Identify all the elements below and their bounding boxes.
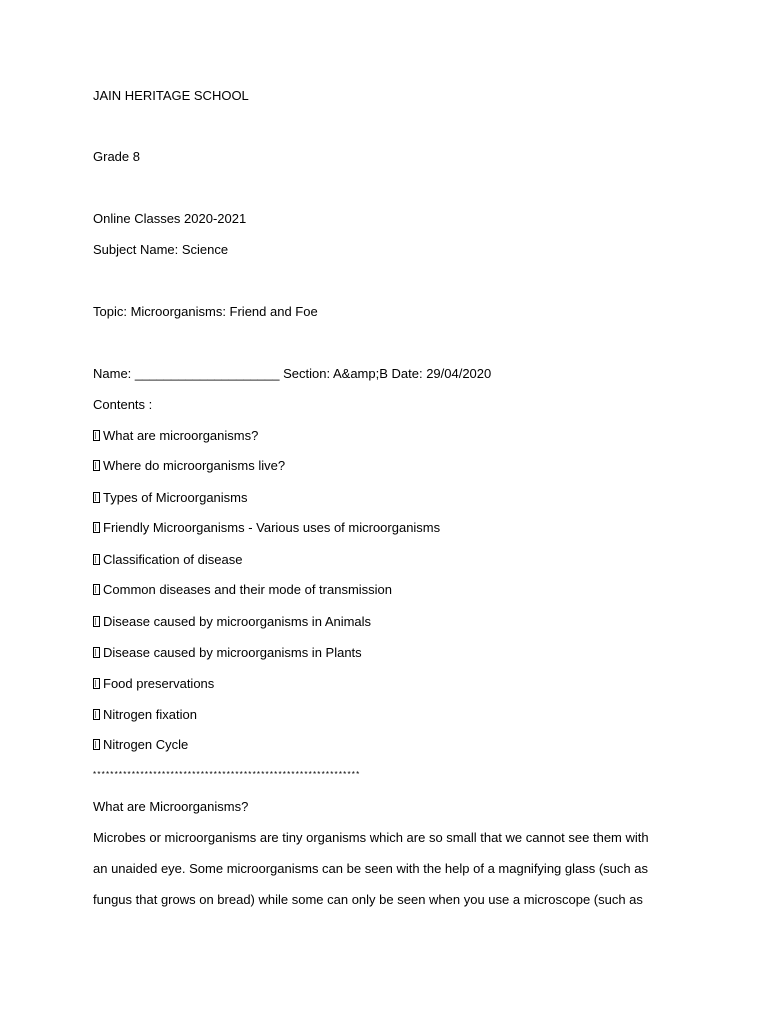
list-item-label: Classification of disease	[103, 552, 243, 567]
missing-glyph-icon	[93, 678, 100, 689]
name-section-date-line: Name: ____________________ Section: A&amp;B Date: 29/04/2020	[93, 366, 492, 381]
list-item	[93, 737, 188, 753]
list-item-label: Friendly Microorganisms - Various uses of microorganisms	[103, 520, 441, 535]
list-item-label: Nitrogen Cycle	[103, 737, 189, 752]
missing-glyph-icon	[93, 647, 100, 658]
list-item-label: Nitrogen fixation	[103, 707, 197, 722]
subject-label: Subject Name: Science	[93, 242, 229, 257]
list-item	[93, 552, 242, 568]
paragraph-line: fungus that grows on bread) while some can only be seen when you use a microscope (such as	[93, 892, 643, 907]
section-heading: What are Microorganisms?	[93, 799, 249, 814]
list-item-label: What are microorganisms?	[103, 428, 259, 443]
missing-glyph-icon	[93, 616, 100, 627]
list-item-label: Common diseases and their mode of transmission	[103, 582, 393, 597]
missing-glyph-icon	[93, 739, 100, 750]
list-item	[93, 614, 371, 630]
school-name: JAIN HERITAGE SCHOOL	[93, 88, 249, 103]
list-item-label: Types of Microorganisms	[103, 490, 248, 505]
list-item-label: Disease caused by microorganisms in Animals	[103, 614, 372, 629]
list-item-label: Where do microorganisms live?	[103, 458, 286, 473]
list-item-label: Disease caused by microorganisms in Plants	[103, 645, 362, 660]
list-item	[93, 458, 285, 474]
list-item	[93, 490, 248, 506]
list-item	[93, 582, 392, 598]
document-page	[93, 0, 693, 1024]
list-item-label: Food preservations	[103, 676, 215, 691]
contents-heading: Contents :	[93, 397, 153, 412]
asterisk-divider: **************************************************************	[93, 770, 361, 779]
list-item	[93, 645, 362, 661]
missing-glyph-icon	[93, 554, 100, 565]
list-item	[93, 520, 440, 536]
session-label: Online Classes 2020-2021	[93, 211, 247, 226]
topic-label: Topic: Microorganisms: Friend and Foe	[93, 304, 318, 319]
missing-glyph-icon	[93, 492, 100, 503]
grade-label: Grade 8	[93, 149, 140, 164]
missing-glyph-icon	[93, 584, 100, 595]
list-item	[93, 428, 258, 444]
missing-glyph-icon	[93, 709, 100, 720]
paragraph-line: an unaided eye. Some microorganisms can be seen with the help of a magnifying glass (such as	[93, 861, 648, 876]
missing-glyph-icon	[93, 522, 100, 533]
missing-glyph-icon	[93, 460, 100, 471]
paragraph-line: Microbes or microorganisms are tiny organisms which are so small that we cannot see them with	[93, 830, 649, 845]
missing-glyph-icon	[93, 430, 100, 441]
list-item	[93, 676, 214, 692]
list-item	[93, 707, 197, 723]
